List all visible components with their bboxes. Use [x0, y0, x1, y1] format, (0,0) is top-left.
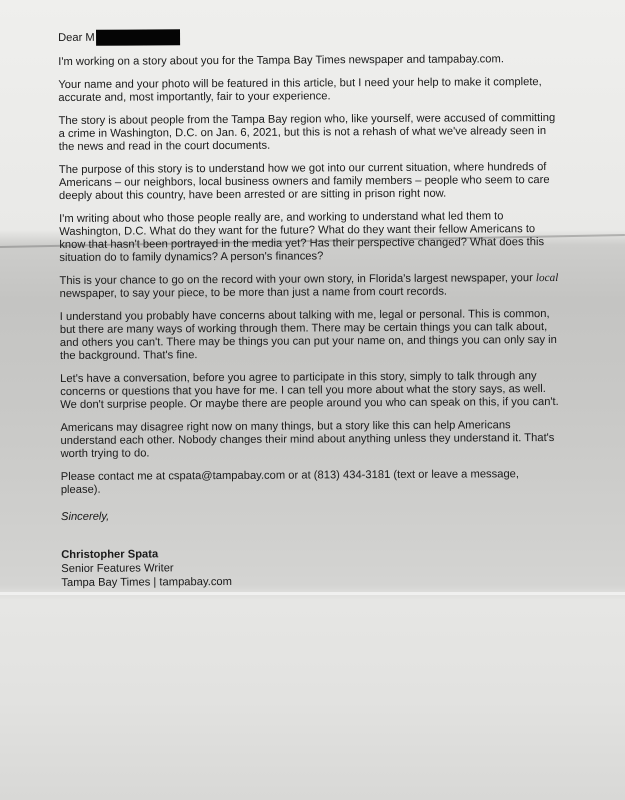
- paragraph-1: I'm working on a story about you for the Tampa Bay Times newspaper and tampabay.com.: [58, 53, 504, 68]
- paragraph-6: [59, 272, 559, 301]
- paragraph-5: I'm writing about who those people really are, and working to understand what led them to Washington, D.C. What do they want for the future? What do they want their fellow Americans to know that hasn't been portrayed in the media yet? Has their perspective changed? What does this situation do to family dynamics? A person's finances?: [59, 210, 545, 264]
- paragraph-4: The purpose of this story is to understand how we got into our current situation, where hundreds of Americans – our neighbors, local business owners and family members – people who seem to care deeply about this country, have been arrested or are sitting in prison right now.: [58, 161, 550, 202]
- signature-org: Tampa Bay Times | tampabay.com: [61, 575, 232, 589]
- letter-closing: Sincerely,: [60, 510, 110, 523]
- signature-name: Christopher Spata: [61, 548, 159, 561]
- paragraph-6-start: This is your chance to go on the record with your own story, in Florida's largest newspaper, your: [59, 272, 536, 287]
- paper-fold-lower: [0, 592, 625, 595]
- redaction-bar: [96, 29, 180, 46]
- signature-block: [61, 545, 561, 590]
- letter-body: [58, 27, 561, 590]
- paragraph-6-end: newspaper, to say your piece, to be more than just a name from court records.: [59, 285, 448, 300]
- signature-title: Senior Features Writer: [61, 562, 174, 575]
- paragraph-6-local: local: [535, 271, 559, 285]
- paragraph-9: Americans may disagree right now on many things, but a story like this can help Americans understand each other. Nobody changes their mind about anything unless they understand it. That's worth trying to do.: [60, 419, 555, 460]
- paragraph-2: Your name and your photo will be featured in this article, but I need your help to make it complete, accurate and, most importantly, fair to your experience.: [58, 76, 542, 104]
- paragraph-contact: Please contact me at cspata@tampabay.com or at (813) 434-3181 (text or leave a message, please).: [60, 468, 520, 496]
- letter-greeting: [58, 27, 558, 46]
- paragraph-7: I understand you probably have concerns about talking with me, legal or personal. This is common, but there are many ways of working through them. There may be certain things you can talk about, and others you can't. There may be things you can put your name on, and things you can only say in the background. That's fine.: [59, 308, 557, 362]
- paragraph-8: Let's have a conversation, before you agree to participate in this story, simply to talk through any concerns or questions that you have for me. I can tell you more about what the story says, as well. We don't surprise people. Or maybe there are people around you who can speak on this, if you can't.: [60, 370, 559, 411]
- greeting-text: Dear M: [58, 31, 95, 44]
- paragraph-3: The story is about people from the Tampa Bay region who, like yourself, were accused of committing a crime in Washington, D.C. on Jan. 6, 2021, but this is not a rehash of what we've already seen in the news and read in the court documents.: [58, 111, 556, 153]
